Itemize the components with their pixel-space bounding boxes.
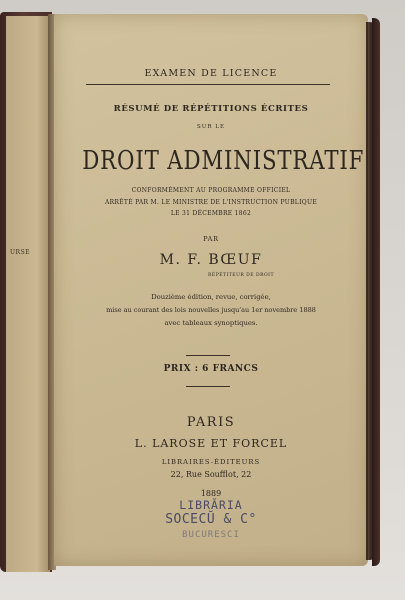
title-page [54, 14, 368, 566]
par-label: PAR [203, 235, 219, 243]
author-name: M. F. BŒUF [159, 252, 263, 268]
edition-line-3: avec tableaux synoptiques. [164, 319, 258, 327]
left-page [6, 16, 50, 572]
sur-le: SUR LE [197, 124, 225, 130]
divider-price-bottom [186, 386, 230, 387]
bookseller-stamp-line-2: SOCECŬ & C° [165, 512, 257, 527]
price: PRIX : 6 FRANCS [163, 364, 259, 374]
bookseller-stamp-line-1: LIBRĂRIA [179, 498, 243, 512]
program-line-2: ARRÊTÉ PAR M. LE MINISTRE DE L'INSTRUCTION PUBLIQUE [104, 199, 318, 206]
left-page-fragment: URSE [10, 249, 31, 256]
book-title: DROIT ADMINISTRATIF [82, 146, 365, 176]
series-title: EXAMEN DE LICENCE [144, 68, 278, 79]
author-role: RÉPÉTITEUR DE DROIT [208, 273, 274, 278]
publisher-role: LIBRAIRES-ÉDITEURS [161, 458, 261, 466]
publisher: L. LAROSE ET FORCEL [134, 437, 288, 450]
edition-line-1: Douzième édition, revue, corrigée, [151, 293, 271, 301]
publication-year: 1889 [200, 489, 222, 498]
bookseller-stamp-line-3: BUCURESCI [182, 530, 240, 540]
program-line-1: CONFORMÉMENT AU PROGRAMME OFFICIEL [131, 187, 291, 194]
city: PARIS [186, 415, 236, 430]
book-cover-right [372, 18, 380, 566]
edition-line-2: mise au courant des lois nouvelles jusqu'au 1er novembre 1888 [106, 306, 316, 314]
heading: RÉSUMÉ DE RÉPÉTITIONS ÉCRITES [113, 104, 309, 114]
divider-top [86, 84, 330, 85]
publisher-address: 22, Rue Soufflot, 22 [170, 470, 252, 479]
divider-price-top [186, 355, 230, 356]
program-line-3: LE 31 DÉCEMBRE 1862 [170, 210, 252, 217]
